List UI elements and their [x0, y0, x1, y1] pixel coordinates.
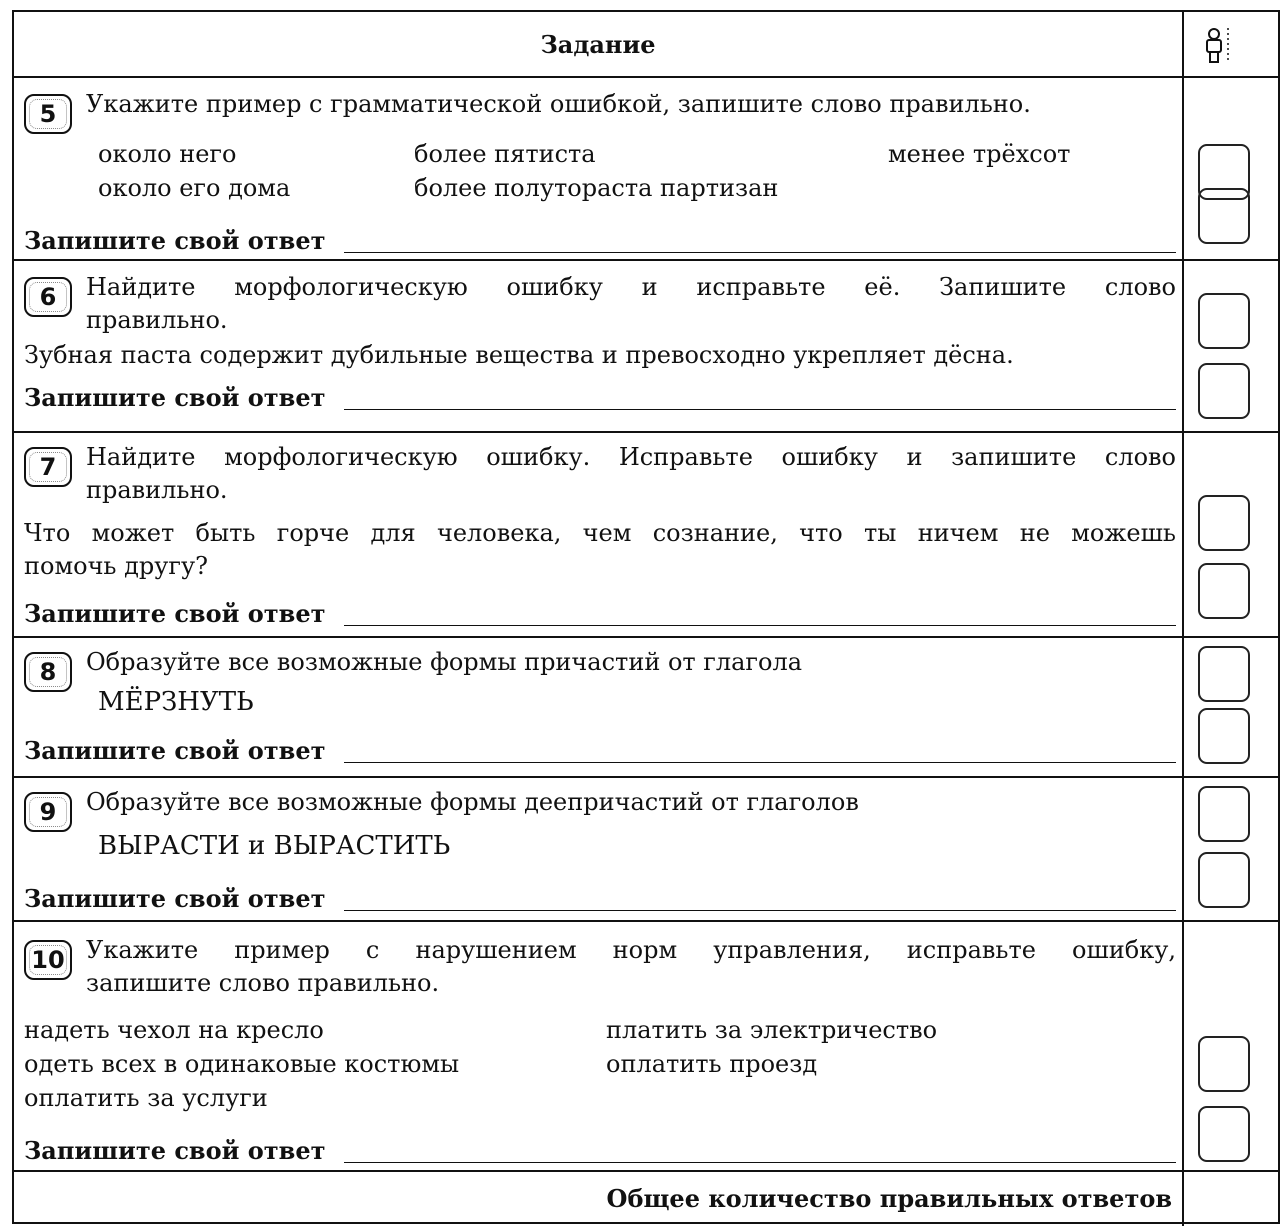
task-question	[86, 441, 1176, 507]
task-5	[24, 88, 1176, 258]
task-10	[24, 934, 1176, 1170]
answer-field[interactable]	[24, 381, 1176, 415]
task-row-8	[14, 638, 1278, 778]
task-number-badge: 10	[24, 940, 72, 980]
score-box[interactable]	[1198, 708, 1250, 764]
task-7	[24, 441, 1176, 635]
task-question-line: Найдите морфологическую ошибку и исправьте её. Запишите слово	[86, 273, 1176, 301]
answer-line[interactable]	[344, 762, 1176, 763]
answer-label: Запишите свой ответ	[24, 599, 326, 628]
answer-field[interactable]	[24, 224, 1176, 258]
answer-field[interactable]	[24, 597, 1176, 631]
task-row-7	[14, 433, 1278, 638]
option-item: менее трёхсот	[888, 140, 1071, 168]
option-item: более пятиста	[414, 140, 596, 168]
option-item: одеть всех в одинаковые костюмы	[24, 1050, 460, 1078]
score-box[interactable]	[1198, 363, 1250, 419]
task-question	[86, 934, 1176, 1000]
option-item: около его дома	[98, 174, 291, 202]
score-box[interactable]	[1198, 293, 1250, 349]
answer-field[interactable]	[24, 882, 1176, 916]
task-question-line: правильно.	[86, 476, 228, 504]
column-divider	[1182, 261, 1184, 431]
score-box[interactable]	[1198, 563, 1250, 619]
task-word: ВЫРАСТИ и ВЫРАСТИТЬ	[98, 831, 451, 861]
task-number-badge: 6	[24, 277, 72, 317]
answer-line[interactable]	[344, 1162, 1176, 1163]
task-number-badge: 7	[24, 447, 72, 487]
task-number-badge: 8	[24, 652, 72, 692]
option-item: платить за электричество	[606, 1016, 938, 1044]
column-divider	[1182, 433, 1184, 636]
score-box[interactable]	[1198, 1036, 1250, 1092]
task-question-line: правильно.	[86, 306, 228, 334]
answer-line[interactable]	[344, 409, 1176, 410]
task-question: Укажите пример с грамматической ошибкой, запишите слово правильно.	[86, 90, 1031, 118]
task-row-6	[14, 261, 1278, 433]
task-8	[24, 646, 1176, 776]
task-row-5	[14, 78, 1278, 261]
task-sentence-line: Что может быть горче для человека, чем сознание, что ты ничем не можешь	[24, 519, 1176, 547]
answer-label: Запишите свой ответ	[24, 226, 326, 255]
column-divider	[1182, 778, 1184, 920]
task-number-badge: 9	[24, 792, 72, 832]
option-item: более полутораста партизан	[414, 174, 779, 202]
task-question-line: Укажите пример с нарушением норм управления, исправьте ошибку,	[86, 936, 1176, 964]
answer-label: Запишите свой ответ	[24, 1136, 326, 1165]
task-sentence	[24, 517, 1176, 583]
person-icon	[1202, 26, 1232, 64]
total-correct-label: Общее количество правильных ответов	[606, 1184, 1172, 1213]
footer-row	[14, 1172, 1278, 1226]
answer-field[interactable]	[24, 1134, 1176, 1168]
task-number-badge: 5	[24, 94, 72, 134]
score-box[interactable]	[1198, 1106, 1250, 1162]
task-question	[86, 271, 1176, 337]
task-question: Образуйте все возможные формы причастий от глагола	[86, 648, 803, 676]
column-divider	[1182, 78, 1184, 259]
task-9	[24, 786, 1176, 920]
header-row	[14, 12, 1278, 78]
score-box[interactable]	[1198, 786, 1250, 842]
task-row-9	[14, 778, 1278, 922]
option-item: около него	[98, 140, 237, 168]
task-question-line: запишите слово правильно.	[86, 969, 440, 997]
score-box[interactable]	[1198, 646, 1250, 702]
answer-line[interactable]	[344, 252, 1176, 253]
option-item: надеть чехол на кресло	[24, 1016, 324, 1044]
task-question: Образуйте все возможные формы деепричастий от глаголов	[86, 788, 859, 816]
column-divider	[1182, 1172, 1184, 1226]
task-sheet	[12, 10, 1280, 1224]
answer-line[interactable]	[344, 625, 1176, 626]
column-divider	[1182, 12, 1184, 76]
answer-label: Запишите свой ответ	[24, 383, 326, 412]
score-box[interactable]	[1198, 188, 1250, 244]
task-sentence: Зубная паста содержит дубильные вещества и превосходно укрепляет дёсна.	[24, 341, 1014, 369]
page-title: Задание	[540, 30, 656, 59]
score-box[interactable]	[1198, 495, 1250, 551]
column-divider	[1182, 638, 1184, 776]
task-6	[24, 271, 1176, 431]
answer-field[interactable]	[24, 734, 1176, 768]
answer-label: Запишите свой ответ	[24, 884, 326, 913]
column-divider	[1182, 922, 1184, 1170]
score-box[interactable]	[1198, 852, 1250, 908]
task-row-10	[14, 922, 1278, 1172]
task-sentence-line: помочь другу?	[24, 552, 208, 580]
option-item: оплатить за услуги	[24, 1084, 268, 1112]
answer-label: Запишите свой ответ	[24, 736, 326, 765]
option-item: оплатить проезд	[606, 1050, 818, 1078]
answer-line[interactable]	[344, 910, 1176, 911]
task-word: МЁРЗНУТЬ	[98, 687, 254, 717]
task-question-line: Найдите морфологическую ошибку. Исправьте ошибку и запишите слово	[86, 443, 1176, 471]
